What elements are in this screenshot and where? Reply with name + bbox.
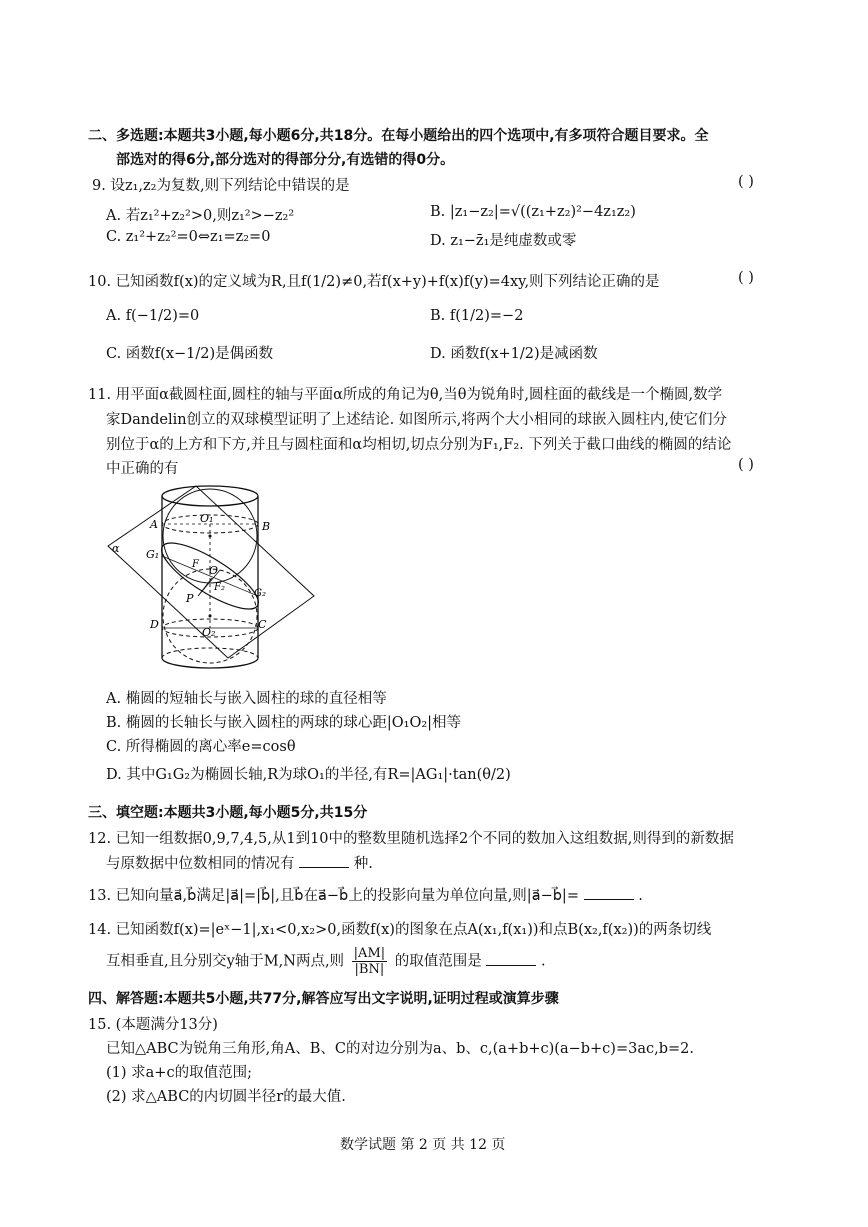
q11-option-a: A. 椭圆的短轴长与嵌入圆柱的球的直径相等 [106,691,387,707]
q13-answer-blank[interactable] [584,887,634,900]
fig-label-g1: G₁ [146,548,160,561]
fig-label-alpha: α [112,542,120,555]
fig-label-b: B [262,520,271,533]
q12-line2-text: 与原数据中位数相同的情况有 [106,856,295,872]
q14-frac-den: |BN| [354,962,385,977]
section3-header: 三、填空题:本题共3小题,每小题5分,共15分 [88,805,368,821]
q9-option-a: A. 若z₁²+z₂²>0,则z₁²>−z₂² [106,208,295,224]
fig-label-o: O [209,564,219,577]
q10-option-b: B. f(1/2)=−2 [430,308,524,324]
q14-end: . [540,953,546,970]
section2-header-line1: 二、多选题:本题共3小题,每小题6分,共18分。在每小题给出的四个选项中,有多项符合题目要求。全 [88,128,709,144]
fig-label-f2: F₂ [214,582,225,593]
q13-line [88,884,643,905]
q14-line2-text: 互相垂直,且分别交y轴于M,N两点,则 [106,953,345,970]
section4-header: 四、解答题:本题共5小题,共77分,解答应写出文字说明,证明过程或演算步骤 [88,991,559,1007]
q10-stem: 10. 已知函数f(x)的定义域为R,且f(1/2)≠0,若f(x+y)+f(x)f(y)=4xy,则下列结论正确的是 [88,274,660,290]
q11-line4: 中正确的有 [106,461,179,477]
q10-option-c: C. 函数f(x−1/2)是偶函数 [106,346,274,362]
q11-line1: 11. 用平面α截圆柱面,圆柱的轴与平面α所成的角记为θ,当θ为锐角时,圆柱面的截线是一个椭圆,数学 [88,387,723,403]
q12-answer-blank[interactable] [299,855,349,868]
q9-option-b: B. |z₁−z₂|=√((z₁+z₂)²−4z₁z₂) [430,204,636,220]
q15-title: 15. (本题满分13分) [88,1017,218,1033]
q11-option-b: B. 椭圆的长轴长与嵌入圆柱的两球的球心距|O₁O₂|相等 [106,715,462,731]
q13-text: 13. 已知向量a⃗,b⃗满足|a⃗|=|b⃗|,且b⃗在a⃗−b⃗上的投影向量为单位向量,则|a⃗−b⃗|= [88,888,579,904]
q9-stem: 9. 设z₁,z₂为复数,则下列结论中错误的是 [92,178,350,194]
fig-label-f: F [192,559,199,570]
q10-option-a: A. f(−1/2)=0 [106,308,200,324]
fig-label-d: D [150,618,159,631]
q11-option-d: D. 其中G₁G₂为椭圆长轴,R为球O₁的半径,有R=|AG₁|·tan(θ/2) [106,767,511,783]
q11-line2: 家Dandelin创立的双球模型证明了上述结论. 如图所示,将两个大小相同的球嵌入圆柱内,使它们分 [106,412,728,428]
q14-line2 [106,946,546,977]
q15-part2: (2) 求△ABC的内切圆半径r的最大值. [106,1089,346,1105]
q11-line3: 别位于α的上方和下方,并且与圆柱面和α均相切,切点分别为F₁,F₂. 下列关于截口曲线的椭圆的结论 [106,437,732,453]
q11-option-c: C. 所得椭圆的离心率e=cosθ [106,739,296,755]
q12-line1: 12. 已知一组数据0,9,7,4,5,从1到10中的整数里随机选择2个不同的数加入这组数据,则得到的新数据 [88,831,734,847]
page-footer: 数学试题 第 2 页 共 12 页 [340,1137,506,1153]
q9-answer-paren: ( ) [738,174,754,190]
q14-answer-blank[interactable] [486,953,536,966]
q9-option-d: D. z₁−z̄₁是纯虚数或零 [430,233,577,249]
q12-line2 [106,852,373,873]
fig-label-g2: G₂ [254,588,266,599]
q13-end: . [638,888,643,904]
section2-header-line2: 部选对的得6分,部分选对的得部分分,有选错的得0分。 [116,152,455,168]
q11-answer-paren: ( ) [738,457,754,473]
q14-fraction [352,946,387,977]
q10-option-d: D. 函数f(x+1/2)是减函数 [430,346,598,362]
q9-option-c: C. z₁²+z₂²=0⇔z₁=z₂=0 [106,229,271,245]
q10-answer-paren: ( ) [738,270,754,286]
fig-label-a: A [150,518,158,531]
q15-part1: (1) 求a+c的取值范围; [106,1065,252,1081]
q12-line2-end: 种. [353,856,373,872]
fig-label-o1: O₁ [200,512,214,525]
dandelin-sphere-figure [100,478,330,678]
fig-label-c: C [258,618,267,631]
q14-frac-num: |AM| [353,946,386,961]
q15-stem: 已知△ABC为锐角三角形,角A、B、C的对边分别为a、b、c,(a+b+c)(a−b+c)=3ac,b=2. [106,1041,694,1057]
fig-label-p: P [186,592,194,605]
q14-line2-range: 的取值范围是 [394,953,482,970]
q14-line1: 14. 已知函数f(x)=|eˣ−1|,x₁<0,x₂>0,函数f(x)的图象在点A(x₁,f(x₁))和点B(x₂,f(x₂))的两条切线 [88,922,712,938]
fig-label-o2: O₂ [202,626,216,639]
